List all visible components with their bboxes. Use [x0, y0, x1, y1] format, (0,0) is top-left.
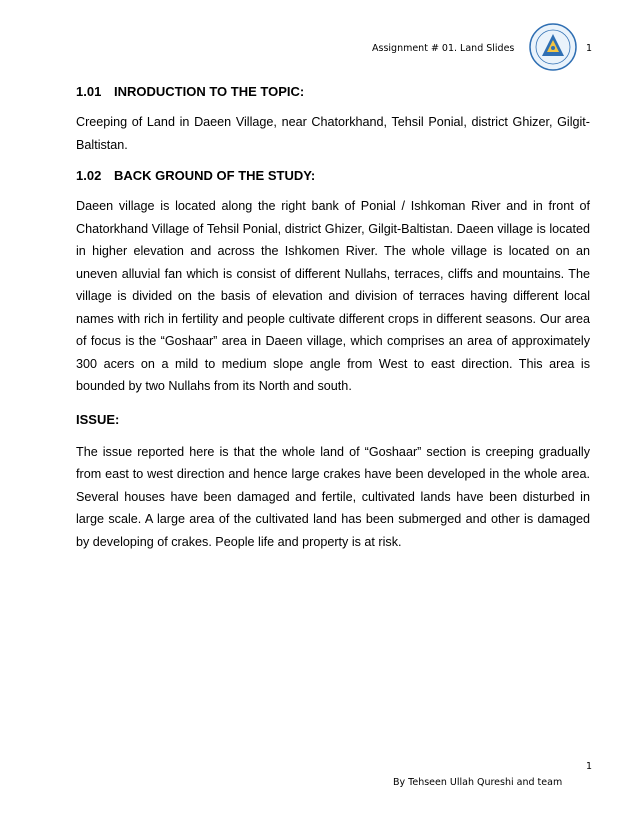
footer-credit: By Tehseen Ullah Qureshi and team — [393, 777, 563, 788]
section-number: 1.01 — [76, 84, 102, 99]
section-title: INRODUCTION TO THE TOPIC: — [114, 84, 305, 99]
footer-page-number: 1 — [586, 761, 593, 772]
section-number: 1.02 — [76, 168, 102, 183]
document-body — [76, 80, 590, 553]
section-paragraph: Daeen village is located along the right bank of Ponial / Ishkoman River and in front of Chatorkhand Village of Tehsil Ponial, district Ghizer, Gilgit-Baltistan. Daeen village is located in higher elevation and across the Ishkomen River. The whole village is located on an uneven alluvial fan which is consist of different Nullahs, terraces, cliffs and mountains. The village is divided on the basis of elevation and division of terraces having different local names with rich in fertility and people cultivate different crops in different seasons. Our area of focus is the “Goshaar” area in Daeen village, which comprises an area of approximately 300 acers on a mild to medium slope angle from West to east direction. This area is bounded by two Nullahs from its North and south. — [76, 199, 590, 393]
section-heading-introduction — [76, 84, 590, 99]
header-title: Assignment # 01. Land Slides — [372, 43, 515, 54]
section-title: ISSUE: — [76, 411, 120, 427]
section-heading-issue — [76, 412, 590, 427]
section-heading-background — [76, 168, 590, 183]
university-logo-icon — [528, 22, 578, 72]
header-page-number: 1 — [586, 43, 593, 54]
section-paragraph: Creeping of Land in Daeen Village, near Chatorkhand, Tehsil Ponial, district Ghizer, Gilgit-Baltistan. — [76, 115, 590, 152]
section-title: BACK GROUND OF THE STUDY: — [114, 168, 316, 183]
section-paragraph: The issue reported here is that the whole land of “Goshaar” section is creeping gradually from east to west direction and hence large crakes have been developed in the whole area. Several houses have been damaged and fertile, cultivated lands have been disturbed in large scale. A large area of the cultivated land has been submerged and other is damaged by developing of crakes. People life and property is at risk. — [76, 444, 590, 549]
